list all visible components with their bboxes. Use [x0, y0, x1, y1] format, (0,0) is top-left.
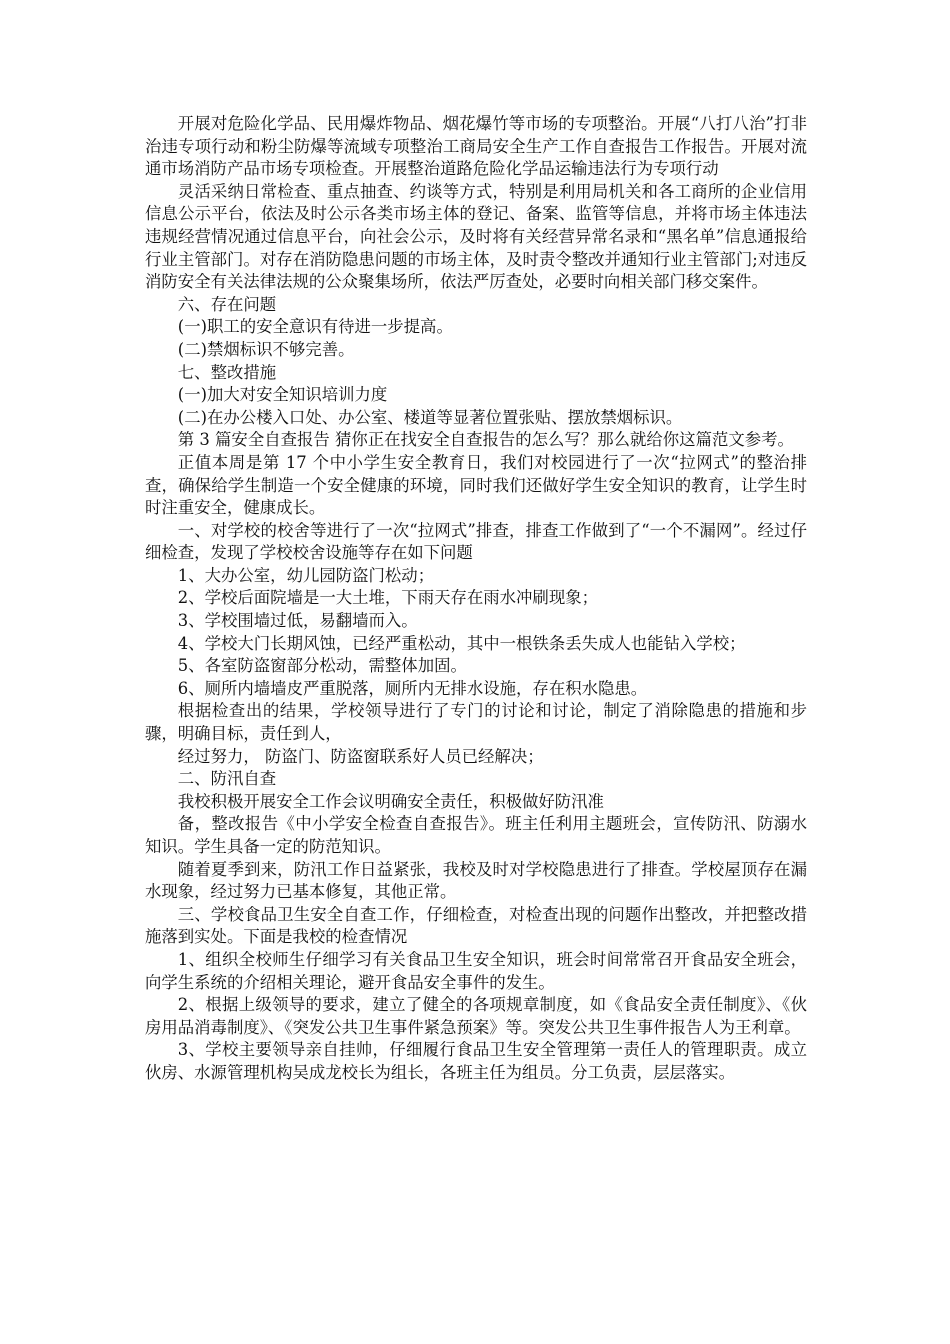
list-item-problem-2: (二)禁烟标识不够完善。 [177, 339, 355, 359]
paragraph-article-3-intro: 第 3 篇安全自查报告 猜你正在找安全自查报告的怎么写？那么就给你这篇范文参考。 [177, 430, 794, 450]
paragraph-summer-flood: 随着夏季到来，防汛工作日益紧张，我校及时对学校隐患进行了排查。学校屋顶存在漏水现象，经过努力已基本修复，其他正常。 [145, 859, 807, 902]
paragraph-resolved: 经过努力， 防盗门、防盗窗联系好人员已经解决； [177, 746, 544, 766]
list-item-issue-5: 5、各室防盗窗部分松动，需整体加固。 [177, 656, 467, 676]
paragraph-inspection-methods: 灵活采纳日常检查、重点抽查、约谈等方式，特别是利用局机关和各工商所的企业信用信息公示平台，依法及时公示各类市场主体的登记、备案、监管等信息，并将市场主体违法违规经营情况通过信息平台，向社会公示，及时将有关经营异常名录和“黑名单”信息通报给行业主管部门。对存在消防隐患问题的市场主体，及时责令整改并通知行业主管部门;对违反消防安全有关法律法规的公众聚集场所，依法严厉查处，必要时向相关部门移交案件。 [145, 181, 807, 292]
document-body [145, 113, 807, 1085]
list-item-measure-2: (二)在办公楼入口处、办公室、楼道等显著位置张贴、摆放禁烟标识。 [177, 407, 683, 427]
paragraph-dormitory-inspection: 一、对学校的校舍等进行了一次“拉网式”排查，排查工作做到了“一个不漏网”。经过仔细检查，发现了学校校舍设施等存在如下问题 [145, 520, 807, 563]
heading-rectification-measures: 七、整改措施 [177, 362, 277, 382]
paragraph-inspection-results: 根据检查出的结果，学校领导进行了专门的讨论和讨论，制定了消除隐患的措施和步骤，明确目标，责任到人， [145, 701, 807, 744]
list-item-issue-4: 4、学校大门长期风蚀，已经严重松动，其中一根铁条丢失成人也能钻入学校； [177, 633, 746, 653]
list-item-problem-1: (一)职工的安全意识有待进一步提高。 [177, 317, 453, 337]
list-item-food-2: 2、根据上级领导的要求，建立了健全的各项规章制度，如《食品安全责任制度》、《伙房用品消毒制度》、《突发公共卫生事件紧急预案》等。突发公共卫生事件报告人为王利章。 [145, 995, 807, 1037]
paragraph-hazardous-goods: 开展对危险化学品、民用爆炸物品、烟花爆竹等市场的专项整治。开展“八打八治”打非治违专项行动和粉尘防爆等流域专项整治工商局安全生产工作自查报告工作报告。开展对流通市场消防产品市场专项检查。开展整治道路危险化学品运输违法行为专项行动 [145, 114, 807, 179]
heading-existing-problems: 六、存在问题 [177, 294, 277, 314]
heading-flood-inspection: 二、防汛自查 [177, 769, 277, 789]
list-item-measure-1: (一)加大对安全知识培训力度 [177, 385, 388, 405]
list-item-issue-3: 3、学校围墙过低，易翻墙而入。 [177, 611, 418, 631]
list-item-issue-2: 2、学校后面院墙是一大土堆，下雨天存在雨水冲刷现象； [177, 588, 598, 608]
paragraph-flood-preparation: 备，整改报告《中小学安全检查自查报告》。班主任利用主题班会，宣传防汛、防溺水知识。学生具备一定的防范知识。 [145, 814, 807, 856]
list-item-food-1: 1、组织全校师生仔细学习有关食品卫生安全知识，班会时间常常召开食品安全班会，向学生系统的介绍相关理论，避开食品安全事件的发生。 [145, 949, 807, 992]
list-item-issue-6: 6、厕所内墙墙皮严重脱落，厕所内无排水设施，存在积水隐患。 [177, 678, 648, 698]
heading-food-safety: 三、学校食品卫生安全自查工作，仔细检查，对检查出现的问题作出整改，并把整改措施落到实处。下面是我校的检查情况 [145, 904, 807, 947]
list-item-food-3: 3、学校主要领导亲自挂帅，仔细履行食品卫生安全管理第一责任人的管理职责。成立伙房、水源管理机构吴成龙校长为组长，各班主任为组员。分工负责，层层落实。 [145, 1040, 807, 1082]
paragraph-flood-meeting: 我校积极开展安全工作会议明确安全责任，积极做好防汛准 [177, 791, 604, 811]
list-item-issue-1: 1、大办公室，幼儿园防盗门松动； [177, 565, 435, 585]
paragraph-safety-education-day: 正值本周是第 17 个中小学生安全教育日，我们对校园进行了一次“拉网式”的整治排查，确保给学生制造一个安全健康的环境，同时我们还做好学生安全知识的教育，让学生时时注重安全，健康成长。 [145, 452, 807, 518]
